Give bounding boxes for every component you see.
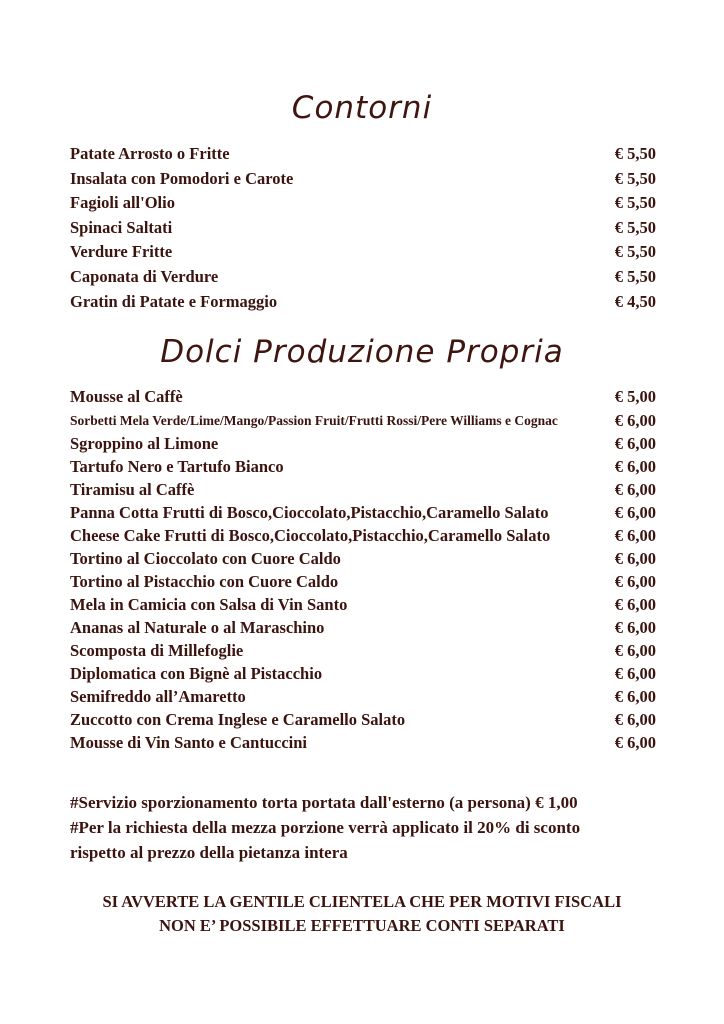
item-price: € 6,00 [614, 503, 656, 522]
item-price: € 6,00 [614, 457, 656, 476]
item-name: Zuccotto con Crema Inglese e Caramello Salato [70, 710, 406, 729]
menu-item [70, 709, 656, 731]
item-name: Spinaci Saltati [70, 218, 173, 237]
item-name: Patate Arrosto o Fritte [70, 144, 230, 163]
item-price: € 5,50 [614, 267, 656, 286]
item-price: € 6,00 [614, 595, 656, 614]
item-name: Fagioli all'Olio [70, 193, 175, 212]
item-price: € 6,00 [614, 641, 656, 660]
menu-item [70, 732, 656, 754]
menu-item [70, 617, 656, 639]
item-price: € 6,00 [614, 710, 656, 729]
menu-item [70, 663, 656, 685]
menu-item [70, 479, 656, 501]
item-price: € 6,00 [614, 434, 656, 453]
menu-item [70, 548, 656, 570]
menu-item [70, 686, 656, 708]
menu-item [70, 502, 656, 524]
note-half-portion: #Per la richiesta della mezza porzione verrà applicato il 20% di sconto [70, 818, 581, 837]
item-name: Caponata di Verdure [70, 267, 219, 286]
menu-item [70, 410, 656, 432]
item-name: Mousse al Caffè [70, 387, 183, 406]
section-title-dolci: Dolci Produzione Propria [160, 334, 564, 370]
item-price: € 5,00 [614, 387, 656, 406]
menu-item [70, 217, 656, 239]
menu-item [70, 266, 656, 288]
item-price: € 6,00 [614, 618, 656, 637]
item-name: Gratin di Patate e Formaggio [70, 292, 278, 311]
item-price: € 5,50 [614, 242, 656, 261]
item-price: € 6,00 [614, 572, 656, 591]
warning-line-1: SI AVVERTE LA GENTILE CLIENTELA CHE PER MOTIVI FISCALI [102, 892, 622, 911]
item-name: Diplomatica con Bignè al Pistacchio [70, 664, 323, 683]
item-name: Insalata con Pomodori e Carote [70, 169, 294, 188]
item-name: Sorbetti Mela Verde/Lime/Mango/Passion Fruit/Frutti Rossi/Pere Williams e Cognac [70, 413, 558, 428]
item-price: € 6,00 [614, 526, 656, 545]
menu-item [70, 594, 656, 616]
item-name: Mousse di Vin Santo e Cantuccini [70, 733, 307, 752]
item-name: Sgroppino al Limone [70, 434, 219, 453]
menu-item [70, 192, 656, 214]
menu-item [70, 168, 656, 190]
item-name: Cheese Cake Frutti di Bosco,Cioccolato,Pistacchio,Caramello Salato [70, 526, 551, 545]
item-name: Tartufo Nero e Tartufo Bianco [70, 457, 284, 476]
menu-item [70, 456, 656, 478]
section-title-contorni: Contorni [291, 90, 433, 126]
item-price: € 6,00 [614, 664, 656, 683]
item-name: Verdure Fritte [70, 242, 173, 261]
menu-item [70, 640, 656, 662]
menu-item [70, 433, 656, 455]
item-price: € 6,00 [614, 480, 656, 499]
menu-item [70, 143, 656, 165]
warning-line-2: NON E’ POSSIBILE EFFETTUARE CONTI SEPARATI [159, 916, 565, 935]
item-price: € 5,50 [614, 218, 656, 237]
note-half-portion-cont: rispetto al prezzo della pietanza intera [70, 843, 348, 862]
item-name: Ananas al Naturale o al Maraschino [70, 618, 325, 637]
item-price: € 5,50 [614, 193, 656, 212]
menu-item [70, 571, 656, 593]
item-name: Panna Cotta Frutti di Bosco,Cioccolato,Pistacchio,Caramello Salato [70, 503, 549, 522]
item-price: € 5,50 [614, 169, 656, 188]
menu-item [70, 386, 656, 408]
note-cake-service: #Servizio sporzionamento torta portata dall'esterno (a persona) € 1,00 [70, 793, 578, 812]
item-name: Scomposta di Millefoglie [70, 641, 244, 660]
item-price: € 4,50 [614, 292, 656, 311]
item-price: € 6,00 [614, 411, 656, 430]
item-price: € 5,50 [614, 144, 656, 163]
item-name: Semifreddo all’Amaretto [70, 687, 246, 706]
item-price: € 6,00 [614, 733, 656, 752]
menu-item [70, 525, 656, 547]
menu-item [70, 241, 656, 263]
item-price: € 6,00 [614, 687, 656, 706]
item-name: Mela in Camicia con Salsa di Vin Santo [70, 595, 348, 614]
menu-item [70, 291, 656, 313]
item-name: Tortino al Cioccolato con Cuore Caldo [70, 549, 341, 568]
item-name: Tiramisu al Caffè [70, 480, 195, 499]
item-price: € 6,00 [614, 549, 656, 568]
item-name: Tortino al Pistacchio con Cuore Caldo [70, 572, 339, 591]
